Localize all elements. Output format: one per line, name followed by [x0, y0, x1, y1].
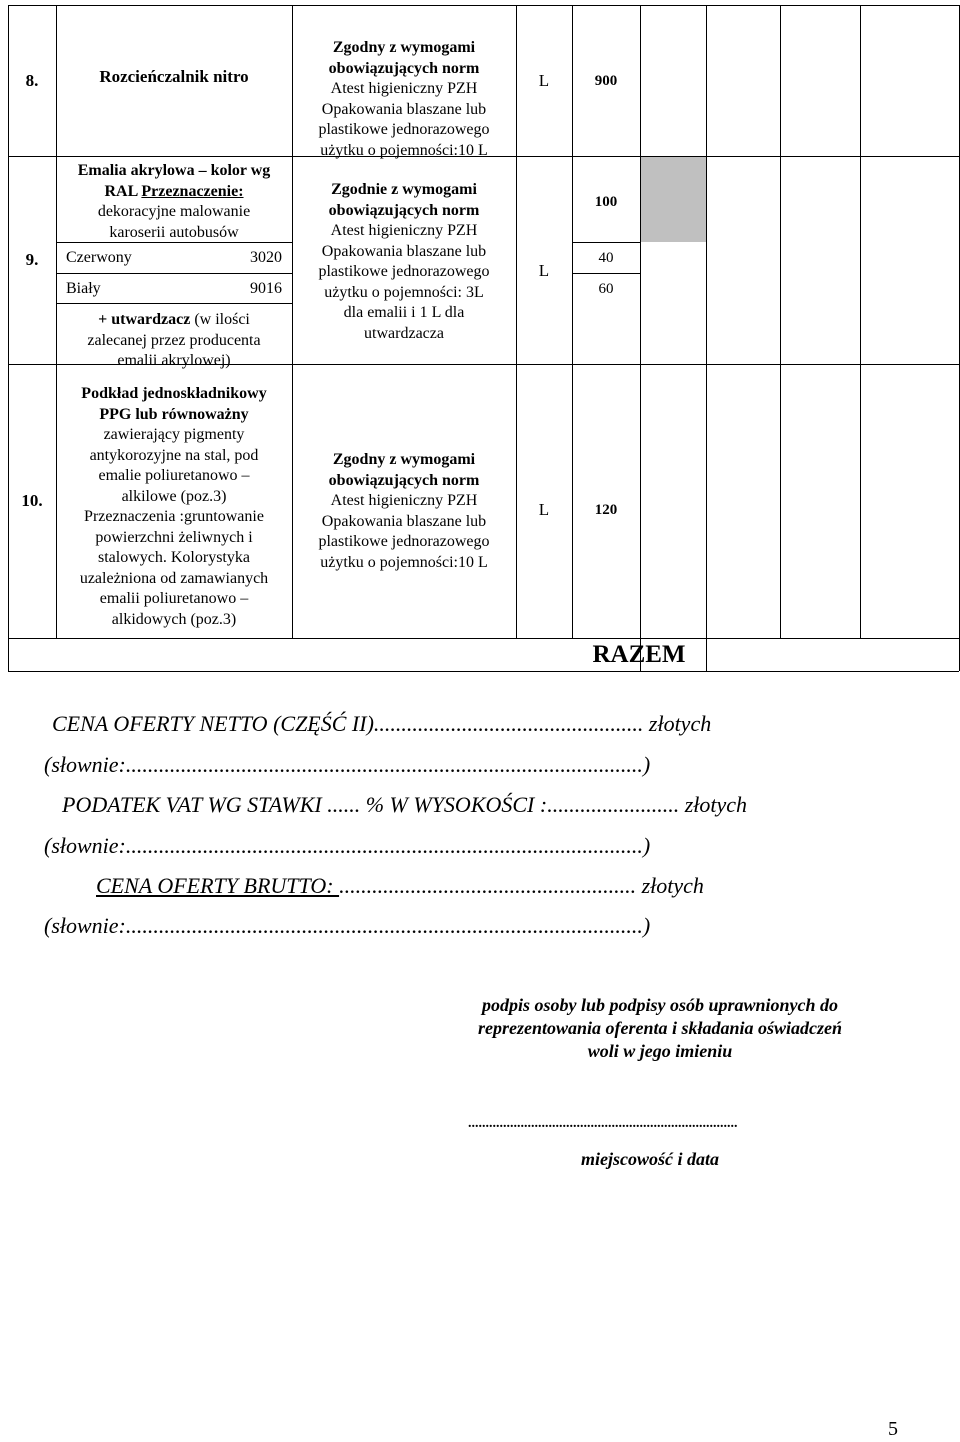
- in-words-line: [44, 833, 650, 859]
- quantity-sub: [572, 274, 640, 304]
- name-line: alkilowe (poz.3): [121, 487, 227, 505]
- signature-line: podpis osoby lub podpisy osób uprawnionych do: [481, 995, 839, 1015]
- name-line: zawierający pigmenty: [103, 426, 245, 443]
- quantity: [572, 495, 640, 525]
- row-number-text: 10.: [21, 491, 43, 510]
- signature-line: woli w jego imieniu: [587, 1041, 733, 1061]
- hardener-note: [56, 310, 292, 372]
- product-name: Emalia akrylowa – kolor wg RAL Przeznaczenie: dekoracyjne malowanie karoserii autobusów: [56, 161, 292, 243]
- col-divider: [572, 5, 573, 638]
- gross-price-label: CENA OFERTY BRUTTO:: [96, 873, 340, 898]
- place-date-dots: [468, 1116, 738, 1132]
- name-line: Emalia akrylowa – kolor wg: [77, 162, 271, 179]
- hardener-line: emalii akrylowej): [117, 352, 231, 369]
- color-name: Czerwony: [66, 249, 132, 266]
- quantity-text: 900: [594, 72, 618, 89]
- signature-caption: [420, 994, 900, 1063]
- in-words-text: (słownie:..............................................................................................): [44, 833, 651, 858]
- signature-line: reprezentowania oferenta i składania oświadczeń: [477, 1018, 843, 1038]
- hardener-line: zalecanej przez producenta: [87, 331, 261, 349]
- quantity-text: 40: [598, 249, 614, 266]
- table-border-top: [8, 5, 959, 6]
- spec-line: plastikowe jednorazowego: [318, 263, 490, 280]
- color-option-white: [66, 274, 282, 303]
- spec-line: obowiązujących norm: [328, 59, 480, 77]
- quantity: [572, 187, 640, 217]
- row-number-text: 9.: [25, 250, 39, 269]
- col-divider: [640, 5, 641, 671]
- product-spec: [292, 180, 516, 344]
- gross-price-text: ...................................................... złotych: [339, 873, 704, 898]
- in-words-line: [44, 913, 650, 939]
- total-label-text: RAZEM: [592, 641, 686, 668]
- name-line: antykorozyjne na stal, pod: [89, 446, 259, 464]
- spec-line: Zgodny z wymogami: [332, 451, 476, 468]
- product-spec: [292, 450, 516, 573]
- spec-line: użytku o pojemności:10 L: [320, 553, 488, 571]
- page-number-text: 5: [888, 1418, 898, 1440]
- name-line: uzależniona od zamawianych: [79, 569, 269, 587]
- name-line: PPG lub równoważny: [99, 405, 249, 423]
- color-code: 9016: [250, 279, 282, 297]
- spec-line: Opakowania blaszane lub: [321, 242, 487, 260]
- name-line: Przeznaczenie:: [141, 182, 244, 200]
- gross-price-line: [96, 873, 704, 899]
- name-line: Podkład jednoskładnikowy: [81, 385, 267, 402]
- product-spec: [292, 38, 516, 161]
- name-line: Przeznaczenia :gruntowanie: [84, 508, 264, 525]
- spec-line: plastikowe jednorazowego: [318, 121, 490, 138]
- hardener-bold: + utwardzacz: [98, 311, 191, 328]
- in-words-text: (słownie:..............................................................................................): [44, 752, 651, 777]
- spec-line: dla emalii i 1 L dla: [343, 304, 465, 321]
- hardener-rest: (w ilości: [190, 311, 250, 328]
- name-line: powierzchni żeliwnych i: [95, 528, 253, 546]
- spec-line: Zgodnie z wymogami: [331, 181, 477, 198]
- color-name: Biały: [66, 279, 101, 297]
- name-subdivider: [56, 303, 292, 304]
- place-date-text: miejscowość i data: [581, 1149, 719, 1169]
- color-option-red: [66, 243, 282, 273]
- shaded-cell: [641, 157, 706, 242]
- table-border-bottom: [8, 671, 959, 672]
- col-divider: [516, 5, 517, 638]
- unit: [516, 66, 572, 96]
- quantity-text: 120: [594, 501, 618, 518]
- spec-line: Zgodny z wymogami: [332, 39, 476, 56]
- net-price-text: CENA OFERTY NETTO (CZĘŚĆ II)................................................. złotych: [52, 711, 712, 736]
- row-number-text: 8.: [25, 70, 39, 90]
- name-line: stalowych. Kolorystyka: [98, 549, 250, 566]
- row-number: [8, 5, 56, 156]
- quantity-sub: [572, 243, 640, 273]
- dots-text: .............................................................................: [468, 1116, 738, 1131]
- spec-line: Atest higieniczny PZH: [330, 80, 478, 97]
- row-number: [8, 156, 56, 364]
- quantity-text: 60: [598, 280, 614, 297]
- name-line: emalii poliuretanowo –: [99, 590, 249, 607]
- spec-line: obowiązujących norm: [328, 201, 480, 219]
- total-label: [572, 639, 706, 671]
- name-line: alkidowych (poz.3): [111, 610, 237, 628]
- spec-line: użytku o pojemności:10 L: [320, 141, 488, 159]
- place-date-label: [520, 1148, 780, 1171]
- unit-text: L: [538, 71, 550, 90]
- in-words-text: (słownie:..............................................................................................): [44, 913, 651, 938]
- name-line: karoserii autobusów: [109, 223, 239, 241]
- spec-line: Atest higieniczny PZH: [330, 222, 478, 239]
- name-line: emalie poliuretanowo –: [98, 467, 250, 484]
- unit-text: L: [538, 500, 550, 519]
- in-words-line: [44, 752, 650, 778]
- spec-line: użytku o pojemności: 3L: [324, 283, 484, 301]
- col-divider: [780, 5, 781, 638]
- row-divider: [8, 638, 959, 639]
- spec-line: obowiązujących norm: [328, 471, 480, 489]
- unit: [516, 256, 572, 286]
- unit-text: L: [538, 261, 550, 280]
- unit: [516, 495, 572, 525]
- row-number: [8, 364, 56, 638]
- color-code: 3020: [250, 249, 282, 266]
- spec-line: Opakowania blaszane lub: [321, 512, 487, 530]
- col-divider: [706, 5, 707, 671]
- spec-line: plastikowe jednorazowego: [318, 533, 490, 550]
- product-name: [56, 62, 292, 92]
- spec-line: Atest higieniczny PZH: [330, 492, 478, 509]
- name-line: dekoracyjne malowanie: [97, 203, 251, 220]
- spec-line: Opakowania blaszane lub: [321, 100, 487, 118]
- quantity: [572, 66, 640, 96]
- page-number: [888, 1418, 898, 1441]
- spec-line: utwardzacza: [364, 324, 444, 342]
- net-price-line: [52, 711, 711, 737]
- quantity-text: 100: [594, 193, 618, 210]
- product-name: [56, 384, 292, 630]
- vat-text: PODATEK VAT WG STAWKI ...... % W WYSOKOŚCI :........................ złotych: [62, 792, 748, 817]
- col-divider: [860, 5, 861, 638]
- vat-line: [62, 792, 747, 818]
- product-name-text: Rozcieńczalnik nitro: [99, 67, 249, 86]
